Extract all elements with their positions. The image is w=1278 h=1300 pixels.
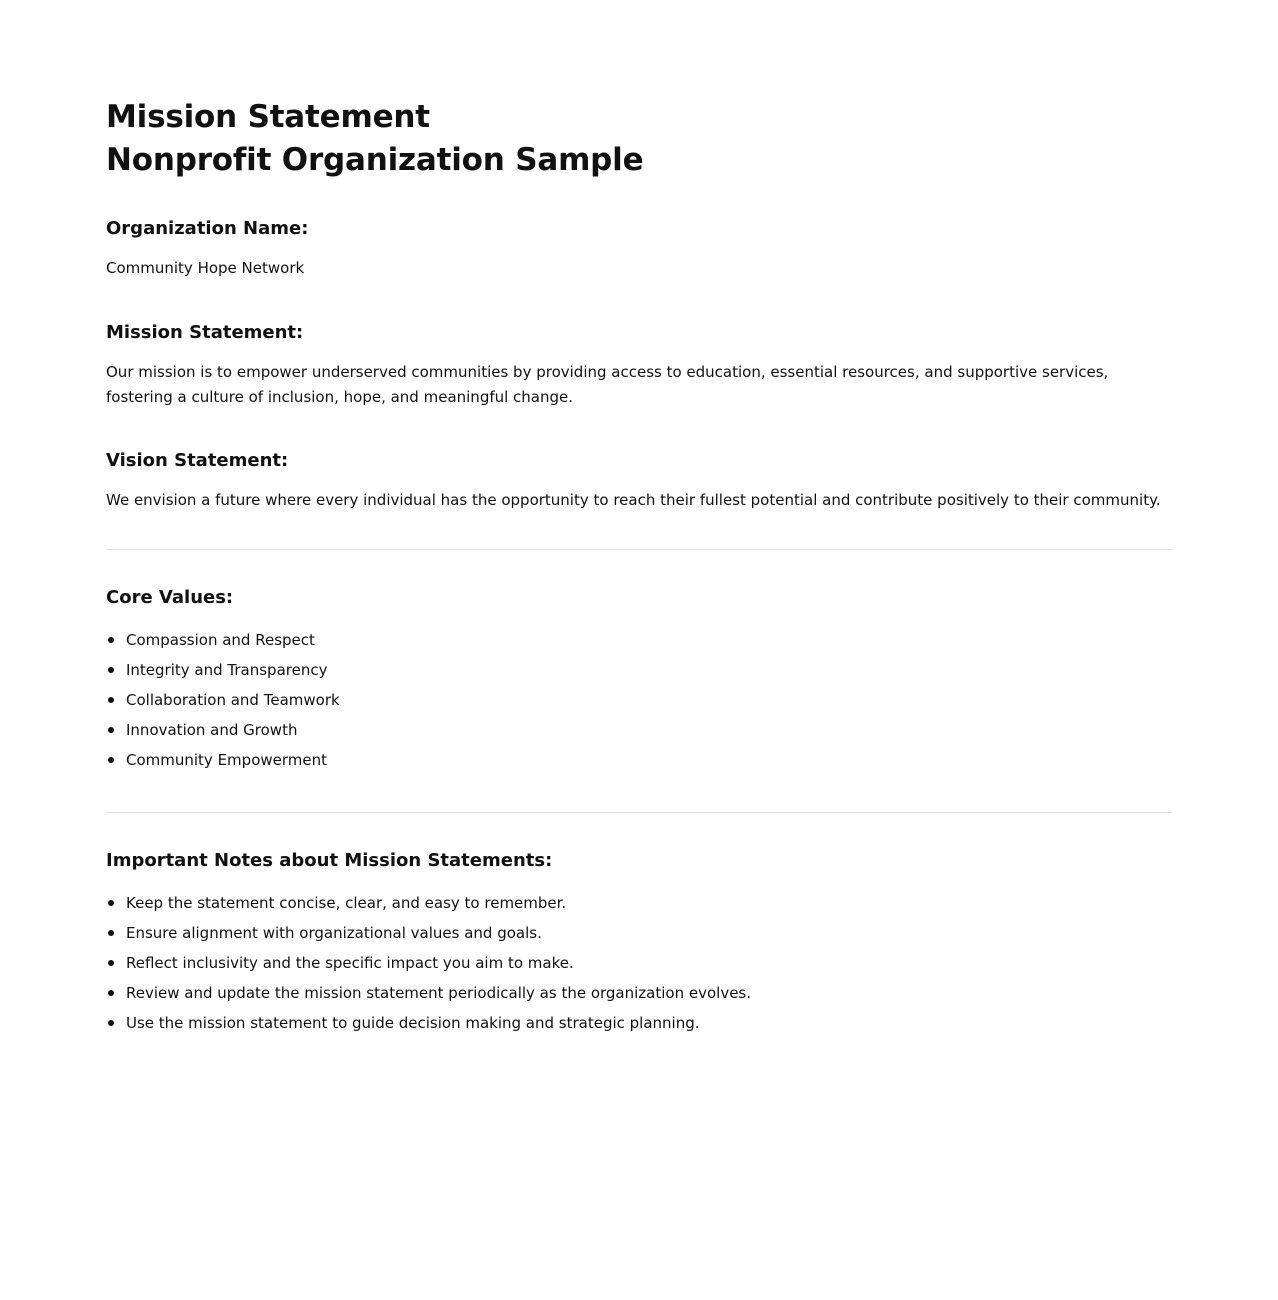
list-item xyxy=(106,978,1172,1008)
list-item xyxy=(106,745,1172,775)
list-item-text: Reflect inclusivity and the specific impact you aim to make. xyxy=(126,954,574,972)
vision-text: We envision a future where every individual has the opportunity to reach their fullest potential and contribute positively to their community. xyxy=(106,491,1161,509)
organization-section xyxy=(106,216,1172,281)
list-item-text: Community Empowerment xyxy=(126,751,327,769)
list-item xyxy=(106,685,1172,715)
bullet-icon xyxy=(108,637,114,643)
list-item-text: Keep the statement concise, clear, and easy to remember. xyxy=(126,894,567,912)
list-item xyxy=(106,918,1172,948)
section-divider xyxy=(106,812,1172,813)
list-item xyxy=(106,1008,1172,1038)
bullet-icon xyxy=(108,990,114,996)
bullet-icon xyxy=(108,727,114,733)
bullet-icon xyxy=(108,697,114,703)
list-item-text: Collaboration and Teamwork xyxy=(126,691,340,709)
organization-heading: Organization Name: xyxy=(106,218,309,239)
list-item xyxy=(106,655,1172,685)
bullet-icon xyxy=(108,1020,114,1026)
list-item-text: Innovation and Growth xyxy=(126,721,298,739)
list-item-text: Compassion and Respect xyxy=(126,631,315,649)
mission-text: Our mission is to empower underserved communities by providing access to education, essential resources, and supportive services, fostering a culture of inclusion, hope, and meaningful change. xyxy=(106,363,1109,406)
vision-heading: Vision Statement: xyxy=(106,450,289,471)
core-values-section xyxy=(106,585,1172,775)
core-values-list xyxy=(106,625,1172,775)
list-item-text: Ensure alignment with organizational values and goals. xyxy=(126,924,542,942)
bullet-icon xyxy=(108,757,114,763)
notes-list xyxy=(106,888,1172,1038)
list-item xyxy=(106,715,1172,745)
bullet-icon xyxy=(108,900,114,906)
section-divider xyxy=(106,549,1172,550)
page-title xyxy=(106,96,1172,182)
vision-section xyxy=(106,448,1172,513)
core-values-heading: Core Values: xyxy=(106,587,234,608)
bullet-icon xyxy=(108,930,114,936)
list-item xyxy=(106,948,1172,978)
list-item-text: Review and update the mission statement periodically as the organization evolves. xyxy=(126,984,752,1002)
title-line-2: Nonprofit Organization Sample xyxy=(106,142,644,178)
list-item-text: Integrity and Transparency xyxy=(126,661,328,679)
notes-heading: Important Notes about Mission Statements: xyxy=(106,850,553,871)
bullet-icon xyxy=(108,667,114,673)
mission-heading: Mission Statement: xyxy=(106,322,304,343)
organization-name: Community Hope Network xyxy=(106,259,305,277)
notes-section xyxy=(106,848,1172,1038)
list-item xyxy=(106,625,1172,655)
list-item-text: Use the mission statement to guide decision making and strategic planning. xyxy=(126,1014,700,1032)
list-item xyxy=(106,888,1172,918)
bullet-icon xyxy=(108,960,114,966)
title-line-1: Mission Statement xyxy=(106,99,430,135)
mission-section xyxy=(106,320,1172,410)
